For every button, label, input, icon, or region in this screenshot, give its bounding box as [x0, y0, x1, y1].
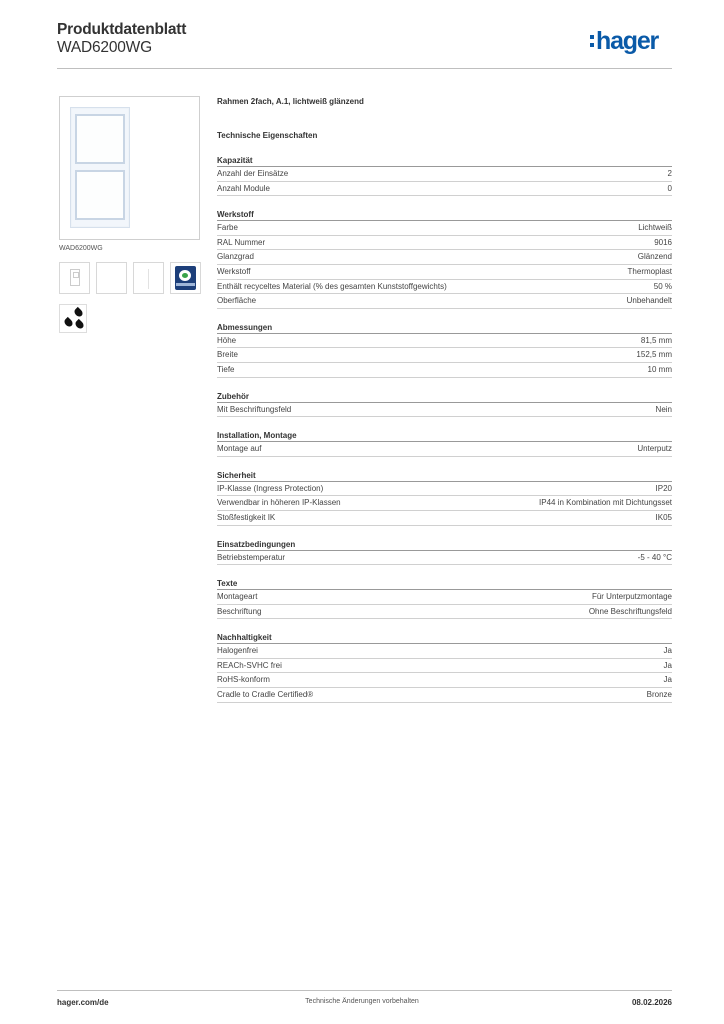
- spec-row: [217, 182, 672, 197]
- spec-label: Montageart: [217, 592, 258, 602]
- spec-row: [217, 442, 672, 457]
- spec-label: Enthält recyceltes Material (% des gesamten Kunststoffgewichts): [217, 281, 447, 291]
- spec-group: [217, 430, 672, 457]
- spec-label: Anzahl Module: [217, 183, 270, 193]
- spec-row: [217, 265, 672, 280]
- spec-row: [217, 688, 672, 703]
- spec-row: [217, 221, 672, 236]
- spec-label: Verwendbar in höheren IP-Klassen: [217, 498, 341, 508]
- spec-value: Glänzend: [637, 252, 672, 262]
- frame-slot-top: [75, 114, 125, 164]
- group-title: Einsatzbedingungen: [217, 539, 672, 551]
- spec-row: [217, 348, 672, 363]
- spec-value: Bronze: [646, 690, 672, 700]
- spec-group: [217, 322, 672, 378]
- spec-value: Thermoplast: [627, 266, 672, 276]
- spec-group: [217, 470, 672, 526]
- spec-row: [217, 167, 672, 182]
- spec-row: [217, 482, 672, 497]
- spec-row: [217, 294, 672, 309]
- spec-value: Ja: [663, 646, 672, 656]
- spec-row: [217, 236, 672, 251]
- spec-value: Ohne Beschriftungsfeld: [588, 606, 672, 616]
- spec-group: [217, 539, 672, 566]
- spec-group: [217, 155, 672, 196]
- spec-value: Unterputz: [637, 444, 672, 454]
- spec-content: [217, 96, 672, 703]
- spec-value: Nein: [655, 404, 672, 414]
- spec-label: Glanzgrad: [217, 252, 254, 262]
- spec-value: 81,5 mm: [640, 335, 672, 345]
- spec-value: Ja: [663, 675, 672, 685]
- spec-value: -5 - 40 °C: [637, 552, 672, 562]
- spec-value: IK05: [655, 512, 672, 522]
- spec-value: Ja: [663, 660, 672, 670]
- spec-row: [217, 659, 672, 674]
- spec-row: [217, 363, 672, 378]
- spec-label: IP-Klasse (Ingress Protection): [217, 483, 324, 493]
- spec-group: [217, 632, 672, 702]
- spec-label: Höhe: [217, 335, 237, 345]
- spec-label: Farbe: [217, 223, 238, 233]
- logo-text: hager: [596, 26, 659, 55]
- spec-group: [217, 209, 672, 309]
- group-title: Sicherheit: [217, 470, 672, 482]
- spec-label: Breite: [217, 350, 238, 360]
- spec-label: RAL Nummer: [217, 237, 266, 247]
- certification-badge-icon[interactable]: [170, 262, 201, 294]
- blank-frame-thumb[interactable]: [96, 262, 127, 294]
- frame-slot-bottom: [75, 170, 125, 220]
- hager-logo: [590, 26, 658, 56]
- product-photo: [59, 96, 200, 240]
- spec-row: [217, 334, 672, 349]
- spec-value: 152,5 mm: [636, 350, 672, 360]
- spec-label: REACh-SVHC frei: [217, 660, 282, 670]
- spec-value: 2: [667, 169, 672, 178]
- spec-row: [217, 605, 672, 620]
- spec-value: 10 mm: [647, 364, 672, 374]
- group-title: Abmessungen: [217, 322, 672, 334]
- spec-row: [217, 496, 672, 511]
- spec-row: [217, 673, 672, 688]
- spec-row: [217, 644, 672, 659]
- spec-value: Lichtweiß: [638, 223, 672, 233]
- spec-value: Unbehandelt: [626, 296, 672, 306]
- spec-label: Tiefe: [217, 364, 235, 374]
- group-title: Zubehör: [217, 391, 672, 403]
- group-title: Texte: [217, 578, 672, 590]
- spec-row: [217, 551, 672, 566]
- spec-label: Oberfläche: [217, 296, 257, 306]
- footer-date: 08.02.2026: [631, 998, 672, 1007]
- spec-label: Betriebstemperatur: [217, 552, 286, 562]
- footer-divider: [57, 990, 672, 991]
- spec-label: Anzahl der Einsätze: [217, 169, 289, 178]
- spec-label: Stoßfestigkeit IK: [217, 512, 276, 522]
- header-divider: [57, 68, 672, 69]
- double-frame-image: [70, 107, 130, 228]
- switch-diagram-icon[interactable]: [59, 262, 90, 294]
- group-title: Nachhaltigkeit: [217, 632, 672, 644]
- section-title: Technische Eigenschaften: [217, 131, 318, 140]
- spec-row: [217, 250, 672, 265]
- spec-label: Werkstoff: [217, 266, 251, 276]
- spec-value: Für Unterputzmontage: [591, 592, 672, 602]
- spec-groups: [217, 155, 672, 703]
- photo-caption: WAD6200WG: [59, 245, 103, 252]
- spec-label: Montage auf: [217, 444, 262, 454]
- spec-label: Cradle to Cradle Certified®: [217, 690, 314, 700]
- group-title: Kapazität: [217, 155, 672, 167]
- spec-group: [217, 391, 672, 418]
- blank-line-thumb[interactable]: [133, 262, 164, 294]
- spec-label: Mit Beschriftungsfeld: [217, 404, 292, 414]
- group-title: Werkstoff: [217, 209, 672, 221]
- spec-value: 50 %: [653, 281, 672, 291]
- page-title: Produktdatenblatt: [57, 21, 187, 38]
- spec-value: 0: [667, 183, 672, 193]
- spec-value: 9016: [654, 237, 672, 247]
- spec-label: Halogenfrei: [217, 646, 258, 656]
- footer-disclaimer: Technische Änderungen vorbehalten: [305, 998, 419, 1005]
- spec-label: RoHS-konform: [217, 675, 270, 685]
- spec-row: [217, 403, 672, 418]
- spec-row: [217, 280, 672, 295]
- spec-label: Beschriftung: [217, 606, 262, 616]
- spec-value: IP20: [655, 483, 672, 493]
- spec-value: IP44 in Kombination mit Dichtungsset: [539, 498, 672, 508]
- logo-dots-icon: [590, 35, 594, 47]
- spec-row: [217, 590, 672, 605]
- product-title: Rahmen 2fach, A.1, lichtweiß glänzend: [217, 97, 364, 106]
- water-drops-icon: [59, 304, 87, 333]
- spec-group: [217, 578, 672, 619]
- spec-row: [217, 511, 672, 526]
- group-title: Installation, Montage: [217, 430, 672, 442]
- footer-website-link[interactable]: hager.com/de: [57, 998, 109, 1007]
- product-code: WAD6200WG: [57, 39, 152, 56]
